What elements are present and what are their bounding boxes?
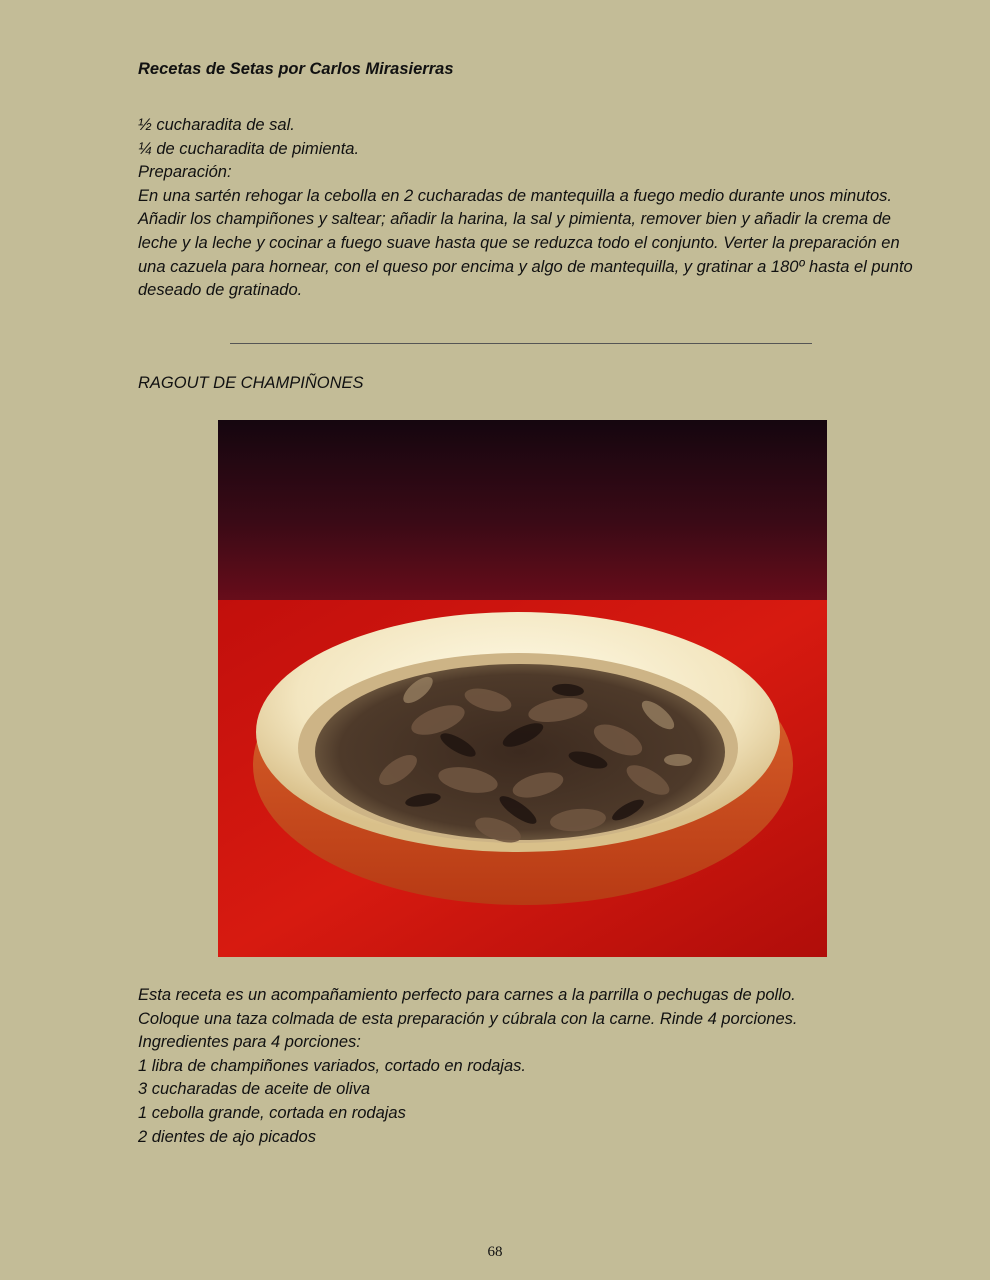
ingredient-line: 3 cucharadas de aceite de oliva [138,1080,371,1099]
page-number: 68 [487,1244,503,1260]
mushroom-ragout-photo [218,420,827,957]
recipe-title: RAGOUT DE CHAMPIÑONES [138,374,364,392]
ingredient-line: 1 libra de champiñones variados, cortado en rodajas. [138,1056,526,1075]
preparation-heading: Preparación: [138,163,232,182]
recipe-text-bottom [138,984,918,1149]
recipe-intro-line: Coloque una taza colmada de esta preparación y cúbrala con la carne. Rinde 4 porciones. [138,1009,798,1028]
ingredient-line: 2 dientes de ajo picados [138,1127,316,1146]
ingredient-line: ¼ de cucharadita de pimienta. [138,139,360,158]
section-divider [230,343,812,344]
preparation-step: Añadir los champiñones y saltear; añadir la harina, la sal y pimienta, remover bien y añadir la crema de leche y la leche y cocinar a fuego suave hasta que se reduzca todo el conjunto. Verter la preparación en una cazuela para hornear, con el queso por encima y algo de mantequilla, y gratinar a 180º hasta el punto deseado de gratinado. [138,210,913,300]
preparation-step: En una sartén rehogar la cebolla en 2 cucharadas de mantequilla a fuego medio durante unos minutos. [138,186,892,205]
document-header: Recetas de Setas por Carlos Mirasierras [138,60,454,78]
ingredients-heading: Ingredientes para 4 porciones: [138,1033,361,1052]
ingredient-line: ½ cucharadita de sal. [138,116,295,134]
ingredient-line: 1 cebolla grande, cortada en rodajas [138,1103,406,1122]
recipe-text-top [138,114,918,303]
recipe-intro-line: Esta receta es un acompañamiento perfecto para carnes a la parrilla o pechugas de pollo. [138,986,796,1004]
